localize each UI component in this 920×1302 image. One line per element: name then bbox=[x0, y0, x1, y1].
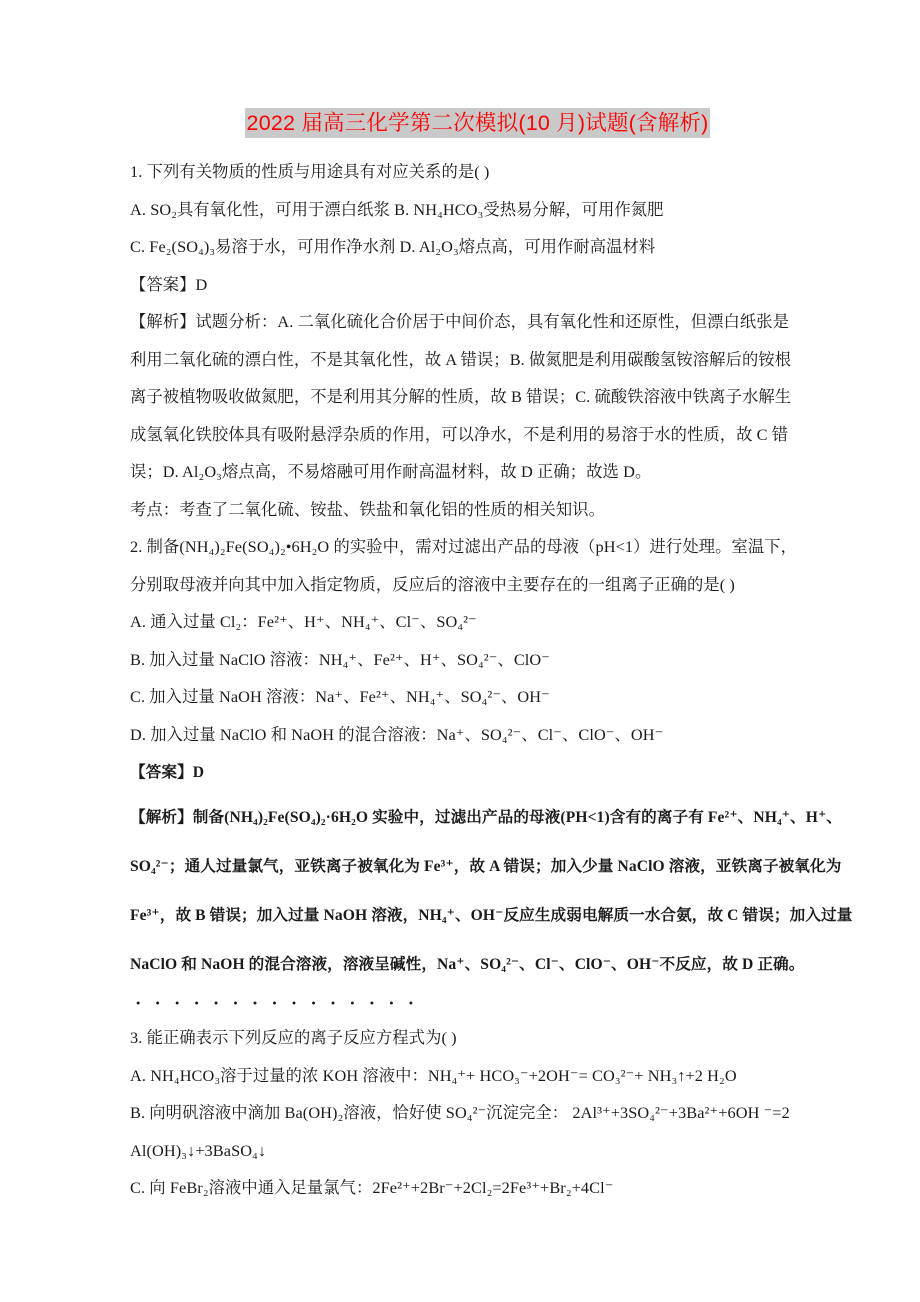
question-1-analysis-line-3: 离子被植物吸收做氮肥，不是利用其分解的性质，故 B 错误；C. 硫酸铁溶液中铁离子水解生 bbox=[130, 387, 792, 406]
question-3-option-a[interactable]: A. NH₄HCO₃溶于过量的浓 KOH 溶液中：NH₄⁺+ HCO₃⁻+2OH⁻= CO₃²⁻+ NH₃↑+2 H₂O bbox=[130, 1065, 737, 1085]
question-1-analysis-line-2: 利用二氧化硫的漂白性，不是其氧化性，故 A 错误；B. 做氮肥是利用碳酸氢铵溶解后的铵根 bbox=[130, 349, 792, 369]
question-1-analysis-line-5: 误；D. Al₂O₃熔点高，不易熔融可用作耐高温材料，故 D 正确；故选 D。 bbox=[130, 462, 652, 481]
question-1-analysis-line-1: 【解析】试题分析：A. 二氧化硫化合价居于中间价态，具有氧化性和还原性，但漂白纸张是 bbox=[130, 312, 790, 331]
question-1-options-row-2[interactable]: C. Fe₂(SO₄)₃易溶于水，可用作净水剂 D. Al₂O₃熔点高，可用作耐高温材料 bbox=[130, 237, 656, 256]
question-3-stem: 3. 能正确表示下列反应的离子反应方程式为( ) bbox=[130, 1028, 457, 1047]
question-2-stem-line-1: 2. 制备(NH₄)₂Fe(SO₄)₂•6H₂O 的实验中，需对过滤出产品的母液（pH<1）进行处理。室温下， bbox=[130, 537, 797, 556]
question-2-option-c[interactable]: C. 加入过量 NaOH 溶液：Na⁺、Fe²⁺、NH₄⁺、SO₄²⁻、OH⁻ bbox=[130, 687, 550, 706]
question-2-analysis-line-1: 【解析】制备(NH₄)₂Fe(SO₄)₂·6H₂O 实验中，过滤出产品的母液(PH<1)含有的离子有 Fe²⁺、NH₄⁺、H⁺、 bbox=[130, 809, 843, 826]
question-2-explanation bbox=[130, 753, 853, 989]
question-3-option-c[interactable]: C. 向 FeBr₂溶液中通入足量氯气：2Fe²⁺+2Br⁻+2Cl₂=2Fe³⁺+Br₂+4Cl⁻ bbox=[130, 1178, 614, 1197]
question-1-options-row-1[interactable]: A. SO₂具有氧化性，可用于漂白纸浆 B. NH₄HCO₃受热易分解，可用作氮肥 bbox=[130, 199, 664, 219]
question-2-block bbox=[130, 528, 853, 1019]
question-2-option-b[interactable]: B. 加入过量 NaClO 溶液：NH₄⁺、Fe²⁺、H⁺、SO₄²⁻、ClO⁻ bbox=[130, 649, 550, 669]
document-title-text: 2022 届高三化学第二次模拟(10 月)试题(含解析) bbox=[245, 108, 711, 138]
question-2-option-a[interactable]: A. 通入过量 Cl₂：Fe²⁺、H⁺、NH₄⁺、Cl⁻、SO₄²⁻ bbox=[130, 612, 477, 631]
question-2-analysis-line-4: NaClO 和 NaOH 的混合溶液，溶液呈碱性，Na⁺、SO₄²⁻、Cl⁻、ClO⁻、OH⁻不反应，故 D 正确。 bbox=[130, 956, 805, 973]
question-1-kaodian: 考点：考查了二氧化硫、铵盐、铁盐和氧化铝的性质的相关知识。 bbox=[130, 499, 606, 519]
question-1-answer: 【答案】D bbox=[130, 274, 208, 294]
question-2-option-d[interactable]: D. 加入过量 NaClO 和 NaOH 的混合溶液：Na⁺、SO₄²⁻、Cl⁻、ClO⁻、OH⁻ bbox=[130, 724, 664, 744]
question-1-block bbox=[130, 153, 825, 528]
question-3-option-b-line-1[interactable]: B. 向明矾溶液中滴加 Ba(OH)₂溶液，恰好使 SO₄²⁻沉淀完全： 2Al³⁺+3SO₄²⁻+3Ba²⁺+6OH ⁻=2 bbox=[130, 1103, 790, 1122]
question-2-stem-line-2: 分别取母液并向其中加入指定物质，反应后的溶液中主要存在的一组离子正确的是( ) bbox=[130, 574, 735, 594]
question-2-analysis-line-2: SO₄²⁻；通人过量氯气，亚铁离子被氧化为 Fe³⁺，故 A 错误；加入少量 NaClO 溶液，亚铁离子被氧化为 bbox=[130, 858, 842, 875]
question-1-analysis-line-4: 成氢氧化铁胶体具有吸附悬浮杂质的作用，可以净水，不是利用的易溶于水的性质，故 C 错 bbox=[130, 424, 789, 444]
section-separator-dots: ・・・・・・・・・・・・・・・ bbox=[130, 994, 423, 1013]
question-2-analysis-line-3: Fe³⁺，故 B 错误；加入过量 NaOH 溶液，NH₄⁺、OH⁻反应生成弱电解质一水合氨，故 C 错误；加入过量 bbox=[130, 907, 853, 924]
question-2-answer: 【答案】D bbox=[130, 764, 205, 781]
question-3-block bbox=[130, 1019, 825, 1207]
document-title bbox=[130, 108, 825, 143]
question-3-option-b-line-2[interactable]: Al(OH)₃↓+3BaSO₄↓ bbox=[130, 1140, 267, 1160]
question-1-stem: 1. 下列有关物质的性质与用途具有对应关系的是( ) bbox=[130, 162, 490, 181]
